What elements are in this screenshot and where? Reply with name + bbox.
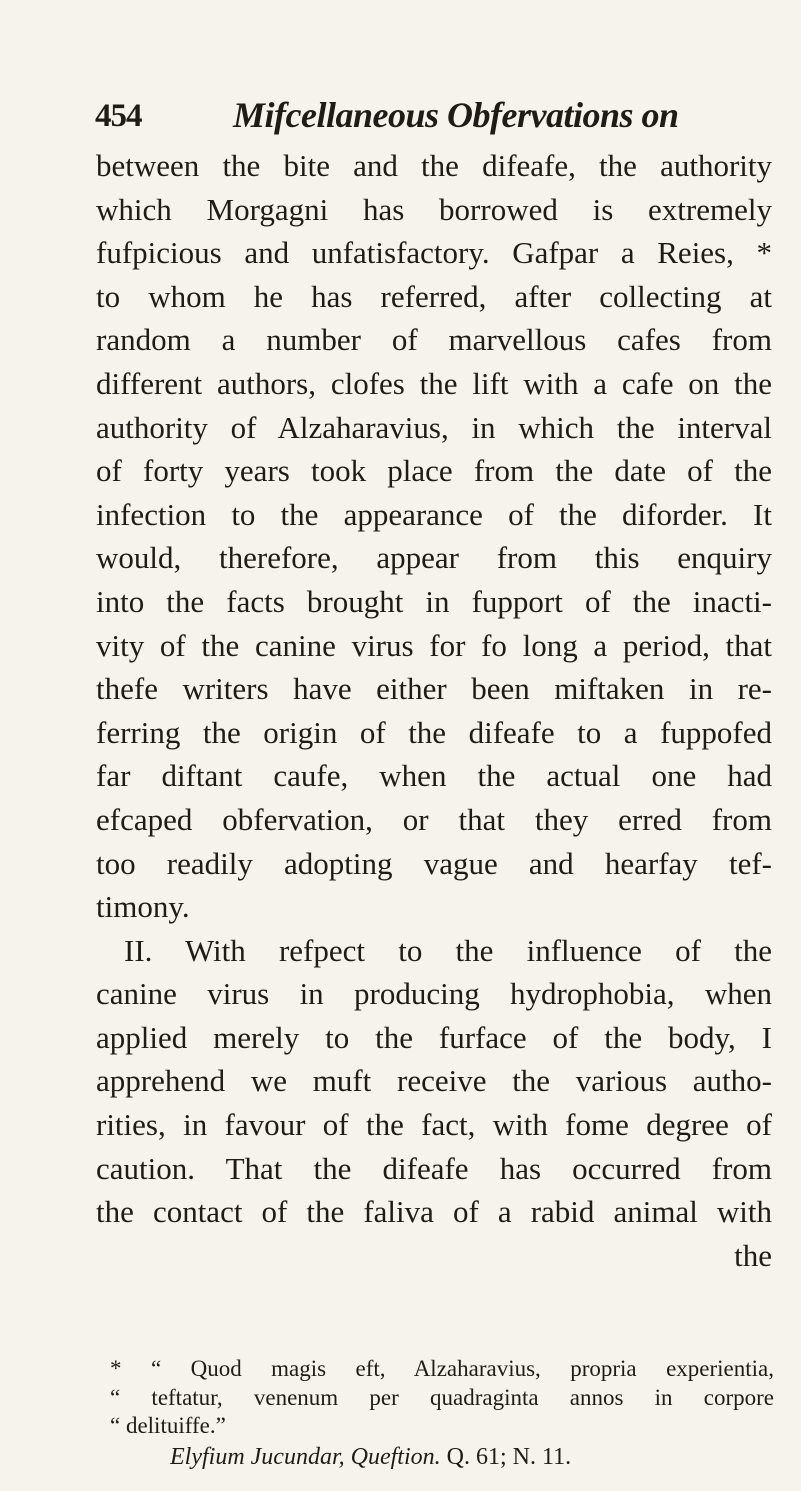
text-line: into the facts brought in fupport of the inacti-: [96, 583, 772, 619]
footnote-citation: [110, 1441, 774, 1473]
text-line: between the bite and the difeafe, the authority: [96, 148, 772, 183]
text-line: the contact of the faliva of a rabid animal with: [96, 1194, 772, 1230]
text-line: would, therefore, appear from this enquiry: [96, 540, 772, 576]
text-line: vity of the canine virus for fo long a period, that: [96, 627, 772, 663]
text-line: timony.: [96, 889, 190, 925]
footnote-line: * “ Quod magis eft, Alzaharavius, propria experientia,: [110, 1356, 774, 1381]
text-line: too readily adopting vague and hearfay tef-: [96, 845, 772, 881]
text-line: fufpicious and unfatisfactory. Gafpar a Reies, *: [96, 235, 772, 271]
text-line: rities, in favour of the fact, with fome degree of: [96, 1107, 772, 1143]
text-line: of forty years took place from the date of the: [96, 453, 772, 489]
footnote-line: “ teftatur, venenum per quadraginta annos in corpore: [110, 1384, 774, 1410]
text-line: applied merely to the furface of the body, I: [96, 1019, 772, 1055]
text-line: efcaped obfervation, or that they erred from: [96, 801, 772, 837]
catchword: the: [734, 1237, 772, 1273]
text-line: canine virus in producing hydrophobia, when: [96, 976, 772, 1012]
footnote-line: “ delituiffe.”: [110, 1413, 226, 1438]
text-line: authority of Alzaharavius, in which the interval: [96, 409, 772, 445]
text-line: ferring the origin of the difeafe to a fuppofed: [96, 714, 772, 750]
text-line: caution. That the difeafe has occurred from: [96, 1150, 772, 1186]
text-line: apprehend we muft receive the various autho-: [96, 1063, 772, 1099]
text-line: infection to the appearance of the diforder. It: [96, 496, 772, 532]
text-line: far diftant caufe, when the actual one had: [96, 758, 772, 794]
footnote: [110, 1355, 774, 1473]
running-head: Mifcellaneous Obfervations on: [233, 95, 679, 135]
text-line: different authors, clofes the lift with a cafe on the: [96, 365, 772, 401]
body-text: [96, 144, 772, 1277]
citation-source: Elyfium Jucundar, Queftion.: [170, 1443, 441, 1470]
citation-reference: Q. 61; N. 11.: [446, 1443, 572, 1470]
text-line-paragraph-start: II. With refpect to the influence of the: [124, 932, 772, 968]
page-number: 454: [95, 98, 142, 134]
text-line: to whom he has referred, after collecting at: [96, 278, 772, 314]
text-line: random a number of marvellous cafes from: [96, 322, 772, 358]
text-line: which Morgagni has borrowed is extremely: [96, 191, 772, 227]
text-line: thefe writers have either been miftaken in re-: [96, 671, 772, 707]
